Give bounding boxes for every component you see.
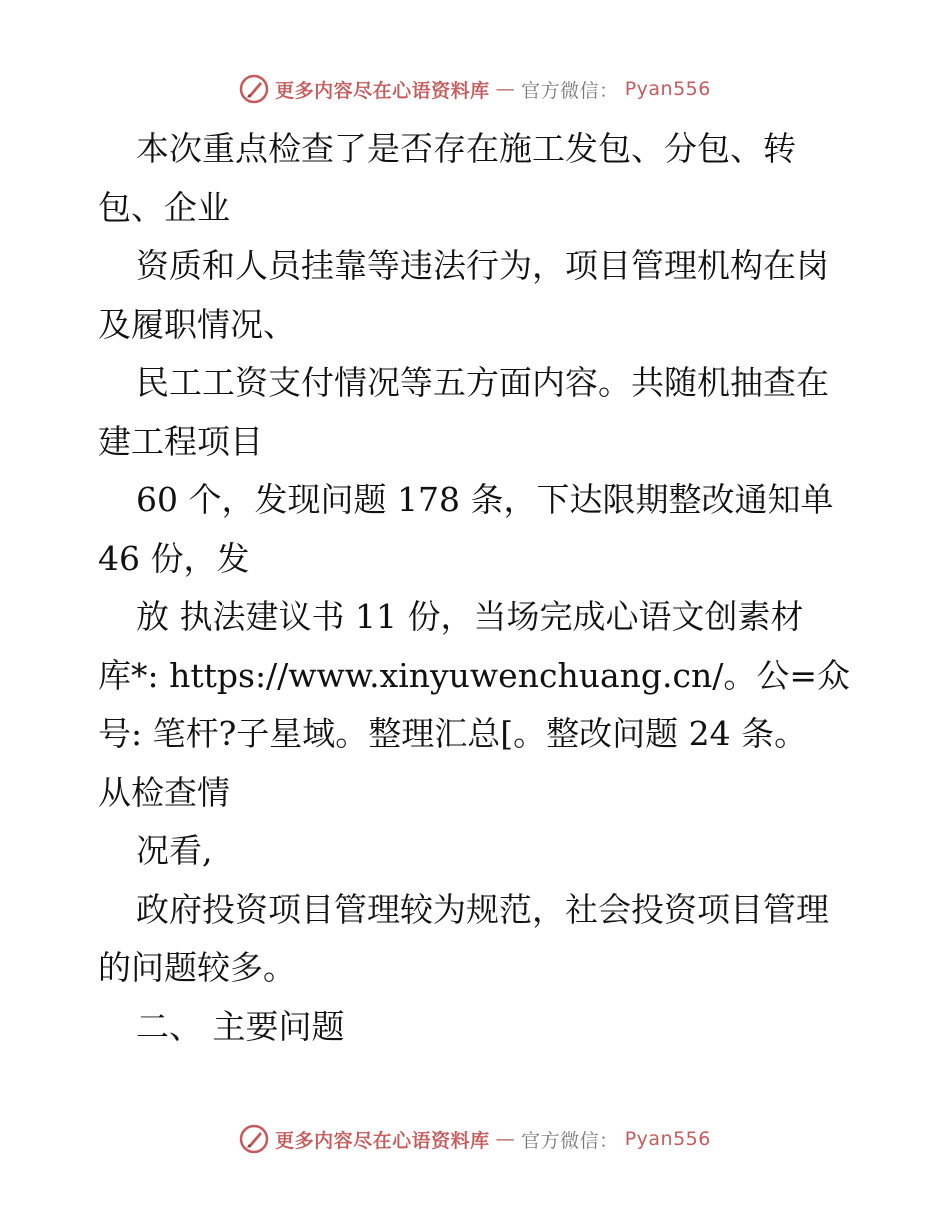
text-line: 的问题较多。	[98, 948, 296, 987]
document-body	[98, 120, 858, 1056]
watermark-label: 官方微信：	[521, 1129, 619, 1152]
text-line: 建工程项目	[98, 421, 263, 461]
text-line: 况看,	[136, 831, 213, 870]
quill-logo-icon	[239, 1124, 269, 1154]
text-line: 库*: https://www.xinyuwenchuang.cn/。公=众	[98, 655, 850, 695]
watermark-id: Pyan556	[624, 1128, 711, 1150]
header-watermark	[0, 74, 950, 104]
text-line: 资质和人员挂靠等违法行为，项目管理机构在岗	[136, 246, 829, 285]
text-line: 包、企业	[98, 187, 230, 227]
text-line: 及履职情况、	[98, 304, 296, 344]
watermark-id: Pyan556	[624, 78, 711, 100]
text-line: 从检查情	[98, 772, 230, 812]
text-line: 放 执法建议书 11 份，当场完成心语文创素材	[136, 597, 804, 636]
text-line: 46 份，发	[98, 538, 250, 578]
watermark-text: 更多内容尽在心语资料库	[275, 79, 490, 102]
text-line: 本次重点检查了是否存在施工发包、分包、转	[136, 129, 796, 168]
text-line: 民工工资支付情况等五方面内容。共随机抽查在	[136, 363, 829, 402]
text-line: 政府投资项目管理较为规范，社会投资项目管理	[136, 889, 829, 929]
text-line: 号: 笔杆?子星域。整理汇总[。整改问题 24 条。	[98, 714, 808, 753]
watermark-text: 更多内容尽在心语资料库	[275, 1129, 490, 1152]
text-line: 60 个，发现问题 178 条，下达限期整改通知单	[136, 480, 834, 519]
watermark-dash: —	[495, 78, 516, 100]
text-line: 二、 主要问题	[136, 1006, 345, 1046]
footer-watermark	[0, 1124, 950, 1154]
watermark-dash: —	[495, 1128, 516, 1150]
quill-logo-icon	[239, 74, 269, 104]
watermark-label: 官方微信：	[521, 79, 619, 102]
